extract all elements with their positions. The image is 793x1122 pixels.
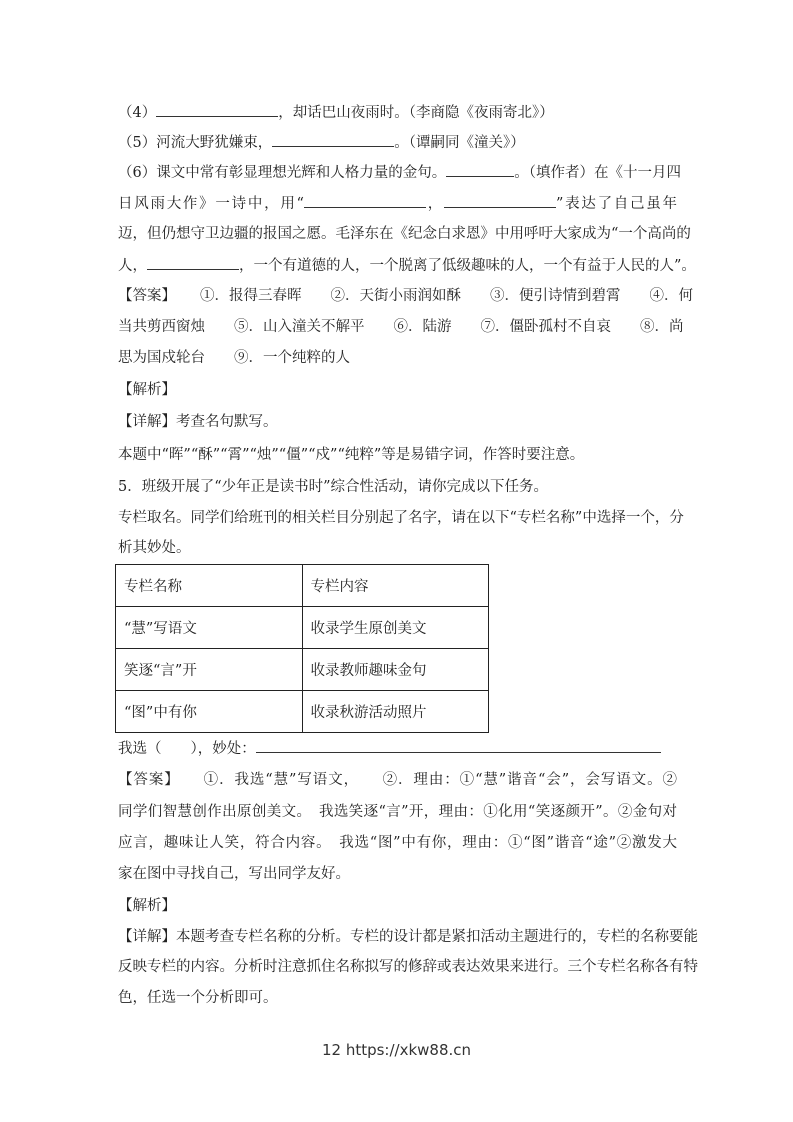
- table-cell: 笑逐“言”开: [116, 649, 303, 691]
- text: ，一个有道德的人，一个脱离了低级趣味的人，一个有益于人民的人”。: [239, 258, 696, 274]
- table-cell: 收录学生原创美文: [302, 607, 489, 649]
- page-footer: 12 https://xkw88.cn: [321, 1041, 472, 1059]
- table-cell: 收录教师趣味金句: [302, 649, 489, 691]
- analysis-2-line3: 色，任选一个分析即可。: [118, 990, 278, 1006]
- question-4: [118, 102, 677, 123]
- choose-line: [118, 738, 677, 759]
- fill-blank: [156, 102, 278, 117]
- question-5-title: 5．班级开展了“少年正是读书时”综合性活动，请你完成以下任务。: [118, 479, 549, 495]
- answer-2-line1: [118, 770, 677, 790]
- fill-blank: [256, 738, 661, 753]
- text: （6）课文中常有彰显理想光辉和人格力量的金句。: [118, 165, 447, 181]
- text: ”表达了自己虽年: [555, 196, 677, 212]
- question-6-line4: [118, 255, 696, 276]
- text: ①．我选“慧”写语文， ②．理由：①“慧”谐音“会”，会写语文。②: [203, 772, 677, 788]
- question-6-line1: [118, 162, 681, 183]
- question-5-line1: 专栏取名。同学们给班刊的相关栏目分别起了名字，请在以下“专栏名称”中选择一个，分: [118, 510, 684, 526]
- fill-blank: [446, 162, 514, 177]
- table-header: 专栏名称: [116, 565, 303, 607]
- q5-prefix: （5）河流大野犹嫌束，: [118, 135, 273, 151]
- q5-suffix: 。（谭嗣同《潼关》）: [394, 135, 525, 151]
- column-table: [115, 564, 489, 733]
- question-6-line3: 迈，但仍想守卫边疆的报国之愿。毛泽东在《纪念白求恩》中用呼吁大家成为“一个高尚的: [118, 226, 691, 242]
- text: 人，: [118, 258, 147, 274]
- question-5: [118, 132, 677, 153]
- table-row: [116, 607, 489, 649]
- table-cell: “慧”写语文: [116, 607, 303, 649]
- q4-prefix: （4）: [118, 105, 157, 121]
- analysis-note: 本题中“晖”“酥”“霄”“烛”“僵”“戍”“纯粹”等是易错字词，作答时要注意。: [118, 447, 585, 463]
- answer-2-line4: 家在图中寻找自己，写出同学友好。: [118, 866, 350, 882]
- table-row: [116, 691, 489, 733]
- answer-1-line3: 思为国戍轮台 ⑨．一个纯粹的人: [118, 350, 350, 366]
- fill-blank: [444, 193, 556, 208]
- analysis-2-line2: 反映专栏的内容。分析时注意抓住名称拟写的修辞或表达效果来进行。三个专栏名称各有特: [118, 959, 698, 975]
- answer-label: 【答案】: [118, 772, 180, 788]
- text: 。（填作者）在《十一月四: [514, 165, 681, 181]
- table-header: 专栏内容: [302, 565, 489, 607]
- text: ，: [425, 196, 444, 212]
- table-cell: “图”中有你: [116, 691, 303, 733]
- fill-blank: [304, 193, 426, 208]
- text: ①．报得三春晖 ②．天街小雨润如酥 ③．便引诗情到碧霄 ④．何: [200, 288, 693, 304]
- analysis-label: 【解析】: [118, 382, 176, 398]
- table-header-row: [116, 565, 489, 607]
- q4-suffix: ，却话巴山夜雨时。（李商隐《夜雨寄北》）: [278, 105, 554, 121]
- analysis-detail: 【详解】考查名句默写。: [118, 414, 278, 430]
- table-row: [116, 649, 489, 691]
- answer-2-line3: 应言，趣味让人笑，符合内容。 我选“图”中有你，理由：①“图”谐音“途”②激发大: [118, 835, 677, 851]
- fill-blank: [272, 132, 394, 147]
- answer-1-line1: [118, 286, 693, 306]
- text: 我选（ ），妙处：: [118, 741, 256, 757]
- answer-1-line2: 当共剪西窗烛 ⑤．山入潼关不解平 ⑥．陆游 ⑦．僵卧孤村不自哀 ⑧．尚: [118, 319, 684, 335]
- question-6-line2: [118, 193, 677, 214]
- answer-label: 【答案】: [118, 288, 176, 304]
- answer-2-line2: 同学们智慧创作出原创美文。 我选笑逐“言”开，理由：①化用“笑逐颜开”。②金句对: [118, 804, 677, 820]
- table-cell: 收录秋游活动照片: [302, 691, 489, 733]
- question-5-line2: 析其妙处。: [118, 540, 191, 556]
- analysis-label: 【解析】: [118, 898, 176, 914]
- fill-blank: [147, 255, 239, 270]
- text: 日风雨大作》一诗中，用“: [118, 196, 304, 212]
- analysis-2-line1: 【详解】本题考查专栏名称的分析。专栏的设计都是紧扣活动主题进行的，专栏的名称要能: [118, 929, 698, 945]
